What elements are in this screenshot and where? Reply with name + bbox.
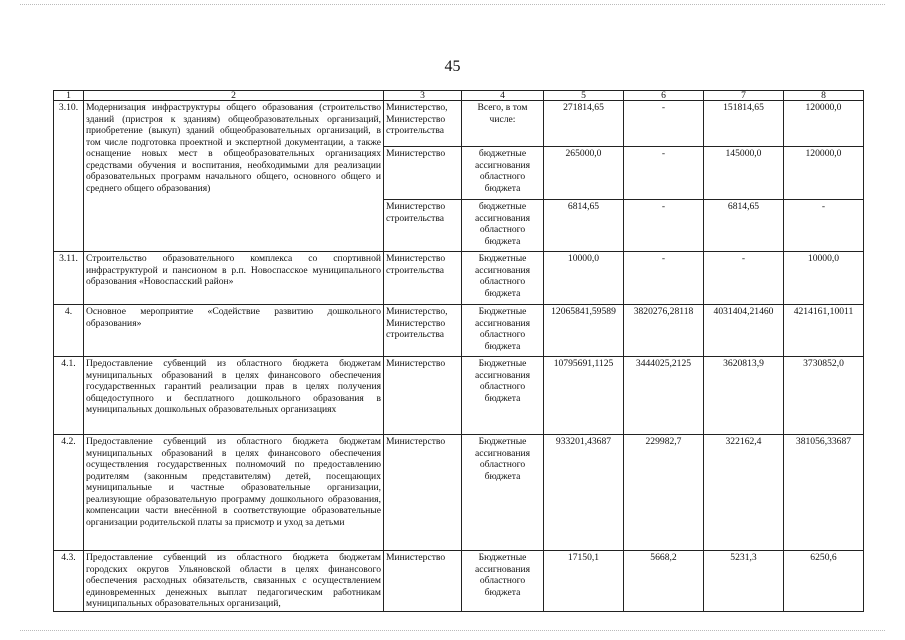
responsible-cell: Министерство строительства: [384, 200, 462, 252]
value-cell: 229982,7: [624, 435, 704, 551]
row-number: 3.10.: [54, 101, 84, 252]
header-cell: 7: [704, 91, 784, 101]
responsible-cell: Министерство, Министерство строительства: [384, 101, 462, 147]
value-cell: 322162,4: [704, 435, 784, 551]
row-number: 4.: [54, 305, 84, 357]
value-cell: 4031404,21460: [704, 305, 784, 357]
value-cell: -: [624, 101, 704, 147]
row-number: 4.3.: [54, 551, 84, 612]
header-cell: 5: [544, 91, 624, 101]
source-cell: Бюджетные ассигнования областного бюджета: [462, 551, 544, 612]
row-description: Модернизация инфраструктуры общего образования (строительство зданий (пристроя к зданиям) общеобразовательных организаций, приобретение (выкуп) зданий общеобразовательных организаций, в том числе подготовка проектной и экспертной документации, а также оснащение новых мест в общеобразовательных организациях средствами обучения и воспитания, необходимыми для реализации образовательных программ начального общего, основного общего и среднего общего образования): [84, 101, 384, 252]
value-cell: 151814,65: [704, 101, 784, 147]
value-cell: 10000,0: [544, 252, 624, 305]
value-cell: 381056,33687: [784, 435, 864, 551]
value-cell: 120000,0: [784, 101, 864, 147]
value-cell: 271814,65: [544, 101, 624, 147]
page-number: 45: [444, 58, 461, 75]
value-cell: 5231,3: [704, 551, 784, 612]
value-cell: -: [624, 147, 704, 200]
source-cell: Всего, в том числе:: [462, 101, 544, 147]
value-cell: 17150,1: [544, 551, 624, 612]
header-cell: 1: [54, 91, 84, 101]
value-cell: 12065841,59589: [544, 305, 624, 357]
table-row: [54, 252, 864, 305]
header-cell: 2: [84, 91, 384, 101]
responsible-cell: Министерство: [384, 551, 462, 612]
value-cell: 3730852,0: [784, 357, 864, 435]
value-cell: 3620813,9: [704, 357, 784, 435]
value-cell: -: [784, 200, 864, 252]
value-cell: 4214161,10011: [784, 305, 864, 357]
source-cell: Бюджетные ассигнования областного бюджета: [462, 435, 544, 551]
responsible-cell: Министерство: [384, 147, 462, 200]
value-cell: 145000,0: [704, 147, 784, 200]
value-cell: 5668,2: [624, 551, 704, 612]
row-description: Предоставление субвенций из областного бюджета бюджетам городских округов Ульяновской области в целях финансового обеспечения расходных обязательств, связанных с осуществлением единовременных денежных выплат педагогическим работникам муниципальных образовательных организаций,: [84, 551, 384, 612]
source-cell: Бюджетные ассигнования областного бюджета: [462, 305, 544, 357]
header-cell: 4: [462, 91, 544, 101]
value-cell: -: [624, 200, 704, 252]
value-cell: -: [624, 252, 704, 305]
responsible-cell: Министерство строительства: [384, 252, 462, 305]
value-cell: 120000,0: [784, 147, 864, 200]
source-cell: Бюджетные ассигнования областного бюджета: [462, 252, 544, 305]
header-cell: 8: [784, 91, 864, 101]
value-cell: 6814,65: [704, 200, 784, 252]
value-cell: 10795691,1125: [544, 357, 624, 435]
row-number: 4.1.: [54, 357, 84, 435]
responsible-cell: Министерство: [384, 435, 462, 551]
value-cell: 6814,65: [544, 200, 624, 252]
table-row: [54, 305, 864, 357]
row-number: 4.2.: [54, 435, 84, 551]
scan-edge-top: [20, 4, 885, 6]
budget-table: [53, 90, 864, 612]
row-description: Предоставление субвенций из областного бюджета бюджетам муниципальных образований в целях финансового обеспечения государственных гарантий реализации прав в целях получения общедоступного и бесплатного дошкольного образования в муниципальных дошкольных образовательных организациях: [84, 357, 384, 435]
value-cell: 3820276,28118: [624, 305, 704, 357]
row-description: Основное мероприятие «Содействие развитию дошкольного образования»: [84, 305, 384, 357]
table-row: [54, 101, 864, 147]
value-cell: 265000,0: [544, 147, 624, 200]
row-number: 3.11.: [54, 252, 84, 305]
table-row: [54, 435, 864, 551]
row-description: Предоставление субвенций из областного бюджета бюджетам муниципальных образований в целях финансового обеспечения осуществления государственных полномочий по предоставлению родителям (законным представителям) детей, посещающих муниципальные и частные образовательные организации, реализующие образовательную программу дошкольного образования, компенсации части внесённой в соответствующие образовательные организации родительской платы за присмотр и уход за детьми: [84, 435, 384, 551]
row-description: Строительство образовательного комплекса со спортивной инфраструктурой и пансионом в р.п. Новоспасское муниципального образования «Новоспасский район»: [84, 252, 384, 305]
table-row: [54, 357, 864, 435]
header-cell: 6: [624, 91, 704, 101]
value-cell: -: [704, 252, 784, 305]
value-cell: 10000,0: [784, 252, 864, 305]
table-row: [54, 551, 864, 612]
header-cell: 3: [384, 91, 462, 101]
responsible-cell: Министерство: [384, 357, 462, 435]
responsible-cell: Министерство, Министерство строительства: [384, 305, 462, 357]
value-cell: 933201,43687: [544, 435, 624, 551]
header-row: [54, 91, 864, 101]
scan-edge-bottom: [20, 630, 885, 632]
source-cell: бюджетные ассигнования областного бюджета: [462, 147, 544, 200]
value-cell: 6250,6: [784, 551, 864, 612]
source-cell: Бюджетные ассигнования областного бюджета: [462, 357, 544, 435]
value-cell: 3444025,2125: [624, 357, 704, 435]
source-cell: бюджетные ассигнования областного бюджета: [462, 200, 544, 252]
